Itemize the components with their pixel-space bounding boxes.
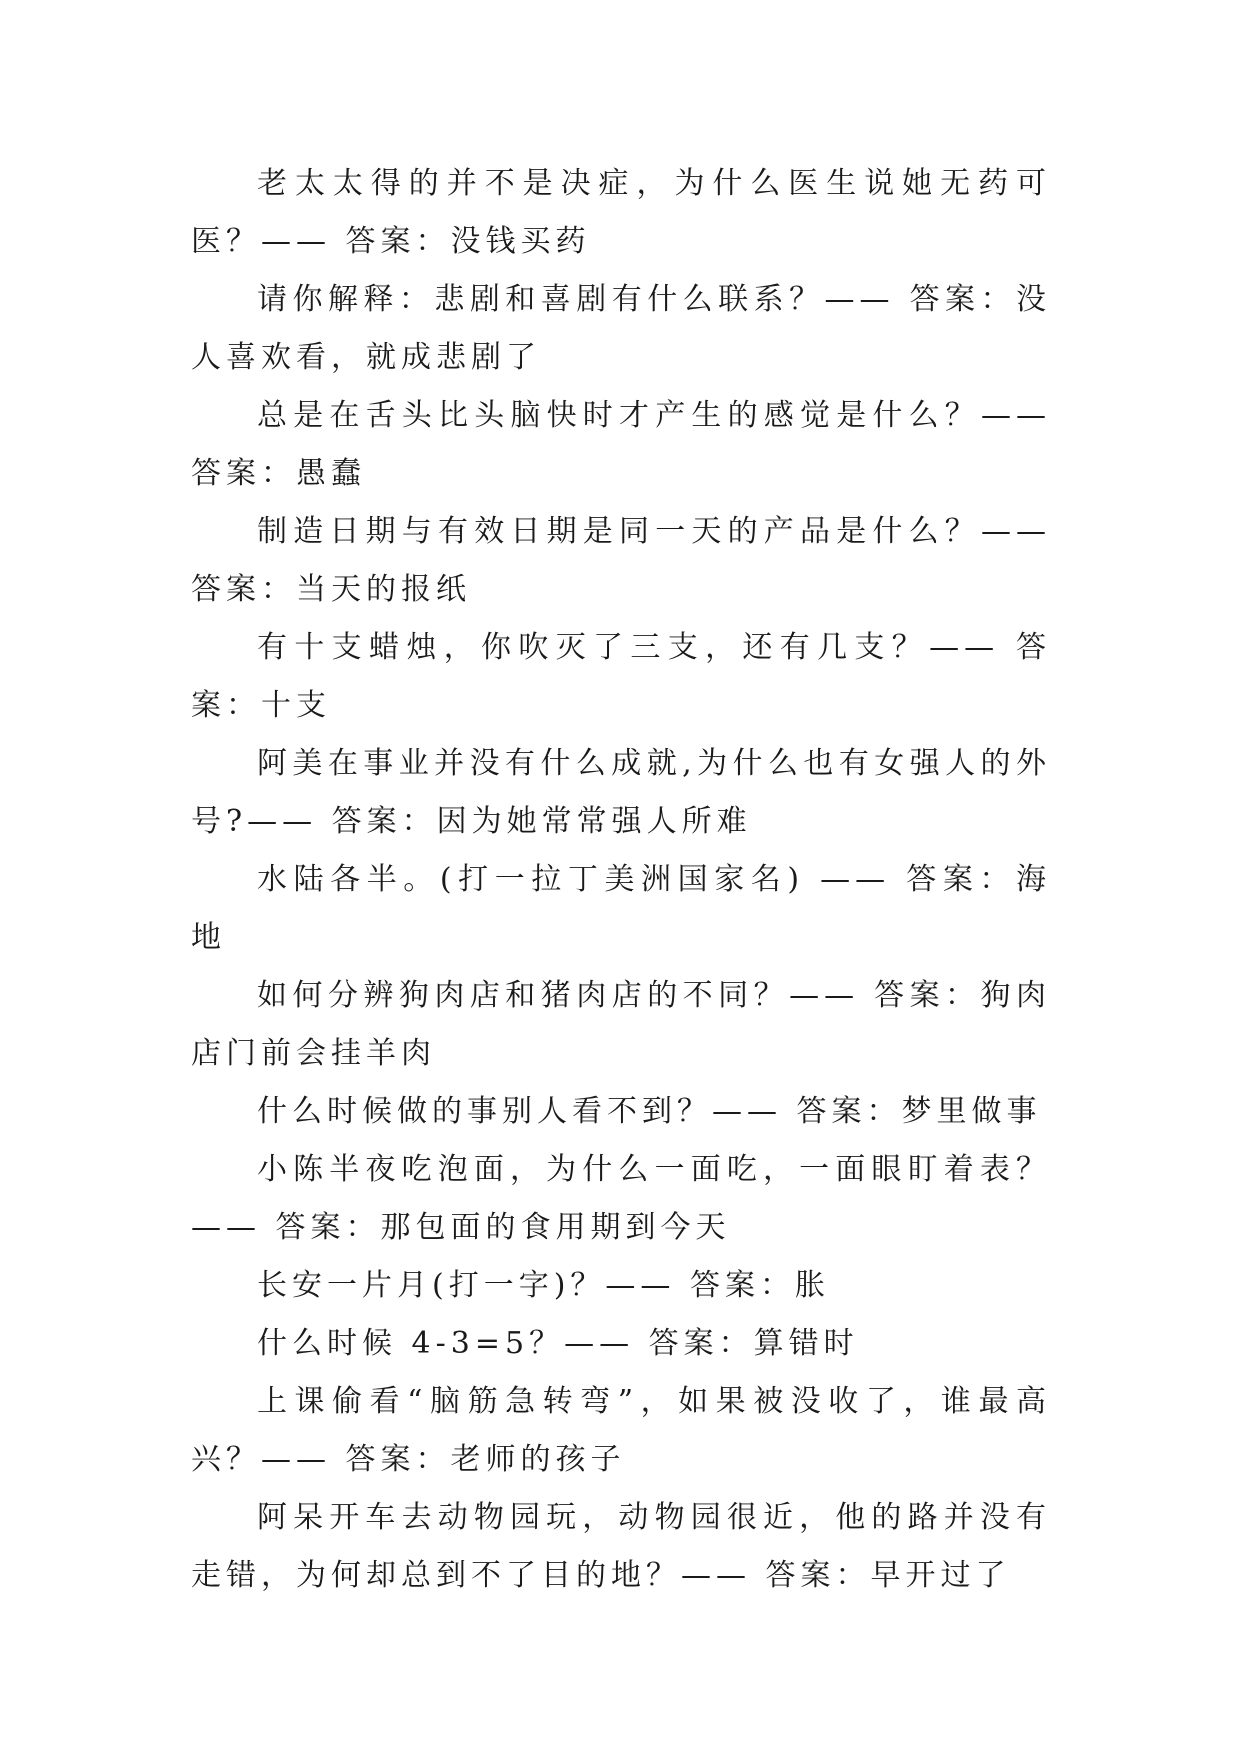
document-body [191, 155, 1051, 1605]
riddle-paragraph: 有十支蜡烛，你吹灭了三支，还有几支？—— 答案：十支 [191, 630, 1051, 723]
riddle-paragraph: 制造日期与有效日期是同一天的产品是什么？—— 答案：当天的报纸 [191, 514, 1051, 607]
riddle-paragraph: 什么时候做的事别人看不到？—— 答案：梦里做事 [257, 1094, 1042, 1129]
riddle-paragraph: 老太太得的并不是决症，为什么医生说她无药可医？—— 答案：没钱买药 [191, 166, 1051, 259]
riddle-paragraph: 总是在舌头比头脑快时才产生的感觉是什么？—— 答案：愚蠢 [191, 398, 1051, 491]
riddle-paragraph: 什么时候 4-3=5？—— 答案：算错时 [257, 1326, 859, 1361]
riddle-paragraph: 小陈半夜吃泡面，为什么一面吃，一面眼盯着表？—— 答案：那包面的食用期到今天 [191, 1152, 1051, 1245]
riddle-paragraph: 阿呆开车去动物园玩，动物园很近，他的路并没有走错，为何却总到不了目的地？—— 答案：早开过了 [191, 1500, 1051, 1593]
riddle-paragraph: 水陆各半。(打一拉丁美洲国家名) —— 答案：海地 [191, 862, 1051, 955]
riddle-paragraph: 长安一片月(打一字)？—— 答案：胀 [257, 1268, 830, 1303]
riddle-paragraph: 上课偷看“脑筋急转弯”，如果被没收了，谁最高兴？—— 答案：老师的孩子 [191, 1384, 1051, 1477]
riddle-paragraph: 阿美在事业并没有什么成就,为什么也有女强人的外号?—— 答案：因为她常常强人所难 [191, 746, 1051, 839]
riddle-paragraph: 如何分辨狗肉店和猪肉店的不同？—— 答案：狗肉店门前会挂羊肉 [191, 978, 1051, 1071]
riddle-paragraph: 请你解释：悲剧和喜剧有什么联系？—— 答案：没人喜欢看，就成悲剧了 [191, 282, 1051, 375]
